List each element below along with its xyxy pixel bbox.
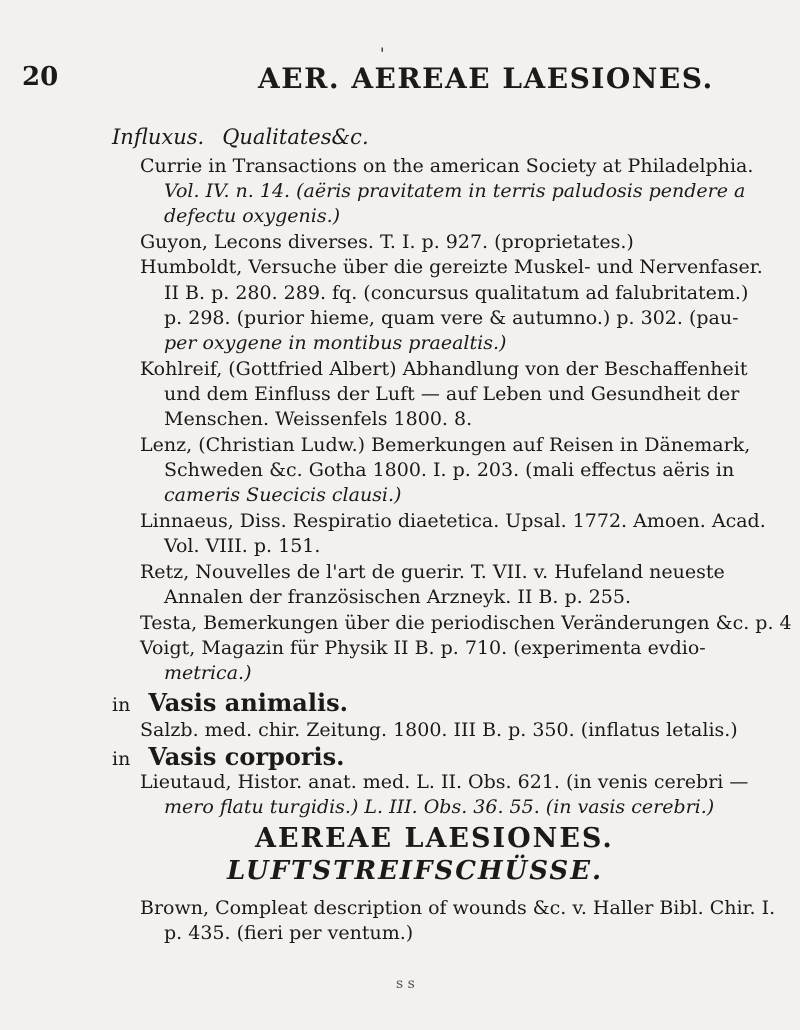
entry-line: Vol. IV. n. 14. (aëris pravitatem in terris paludosis pendere a — [164, 180, 746, 202]
intro-title: Qualitates&c. — [222, 125, 369, 149]
section-prefix: in — [112, 748, 131, 770]
entry-line: II B. p. 280. 289. fq. (concursus qualitatum ad falubritatem.) — [164, 282, 749, 304]
entry-line: Retz, Nouvelles de l'art de guerir. T. VII. v. Hufeland neueste — [140, 561, 725, 583]
entry-line: Lenz, (Christian Ludw.) Bemerkungen auf Reisen in Dänemark, — [140, 434, 751, 456]
entry-line: Guyon, Lecons diverses. T. I. p. 927. (proprietates.) — [140, 231, 634, 253]
entry-line: Menschen. Weissenfels 1800. 8. — [164, 408, 473, 430]
section-heading: AEREAE LAESIONES. — [255, 823, 614, 854]
entry-line: Vol. VIII. p. 151. — [164, 535, 321, 557]
entry-line: Brown, Compleat description of wounds &c. v. Haller Bibl. Chir. I. — [140, 897, 776, 919]
entry-line: Testa, Bemerkungen über die periodischen Veränderungen &c. p. 4 — [140, 612, 792, 634]
entry-line: Voigt, Magazin für Physik II B. p. 710. (experimenta evdio- — [140, 637, 706, 659]
entry-line: Linnaeus, Diss. Respiratio diaetetica. Upsal. 1772. Amoen. Acad. — [140, 510, 766, 532]
top-mark: ' — [380, 44, 385, 63]
entry-line: per oxygene in montibus praealtis.) — [164, 332, 507, 354]
entry-line: defectu oxygenis.) — [164, 205, 341, 227]
entry-line: Lieutaud, Histor. anat. med. L. II. Obs. 621. (in venis cerebri — — [140, 771, 749, 793]
intro-label: Influxus. — [112, 125, 205, 149]
bottom-mark: ꜱ ꜱ — [396, 976, 415, 992]
section-vasis-corporis — [112, 744, 344, 772]
entry-line: und dem Einfluss der Luft — auf Leben und Gesundheit der — [164, 383, 740, 405]
entry-line: p. 435. (fieri per ventum.) — [164, 922, 414, 944]
section-title: Vasis corporis. — [148, 742, 345, 771]
section-prefix: in — [112, 694, 131, 716]
intro-line — [112, 124, 369, 150]
page-header — [0, 44, 800, 102]
entry-line: mero flatu turgidis.) L. III. Obs. 36. 55. (in vasis cerebri.) — [164, 796, 715, 818]
entry-line: Humboldt, Versuche über die gereizte Muskel- und Nervenfaser. — [140, 256, 763, 278]
entry-line: Kohlreif, (Gottfried Albert) Abhandlung von der Beschaffenheit — [140, 358, 748, 380]
entry-line: cameris Suecicis clausi.) — [164, 484, 402, 506]
section-vasis-animalis — [112, 690, 348, 718]
entry-line: Annalen der französischen Arzneyk. II B. p. 255. — [164, 586, 632, 608]
running-head: AER. AEREAE LAESIONES. — [258, 62, 714, 95]
entry-line: Currie in Transactions on the american Society at Philadelphia. — [140, 155, 754, 177]
entry-line: p. 298. (purior hieme, quam vere & autumno.) p. 302. (pau- — [164, 307, 739, 329]
entry-line: Schweden &c. Gotha 1800. I. p. 203. (mali effectus aëris in — [164, 459, 735, 481]
section-title: Vasis animalis. — [148, 688, 348, 717]
section-subheading: LUFTSTREIFSCHÜSSE. — [227, 856, 604, 886]
page-number: 20 — [22, 62, 59, 92]
entry-line: metrica.) — [164, 662, 252, 684]
entry-line: Salzb. med. chir. Zeitung. 1800. III B. p. 350. (inflatus letalis.) — [140, 719, 738, 741]
